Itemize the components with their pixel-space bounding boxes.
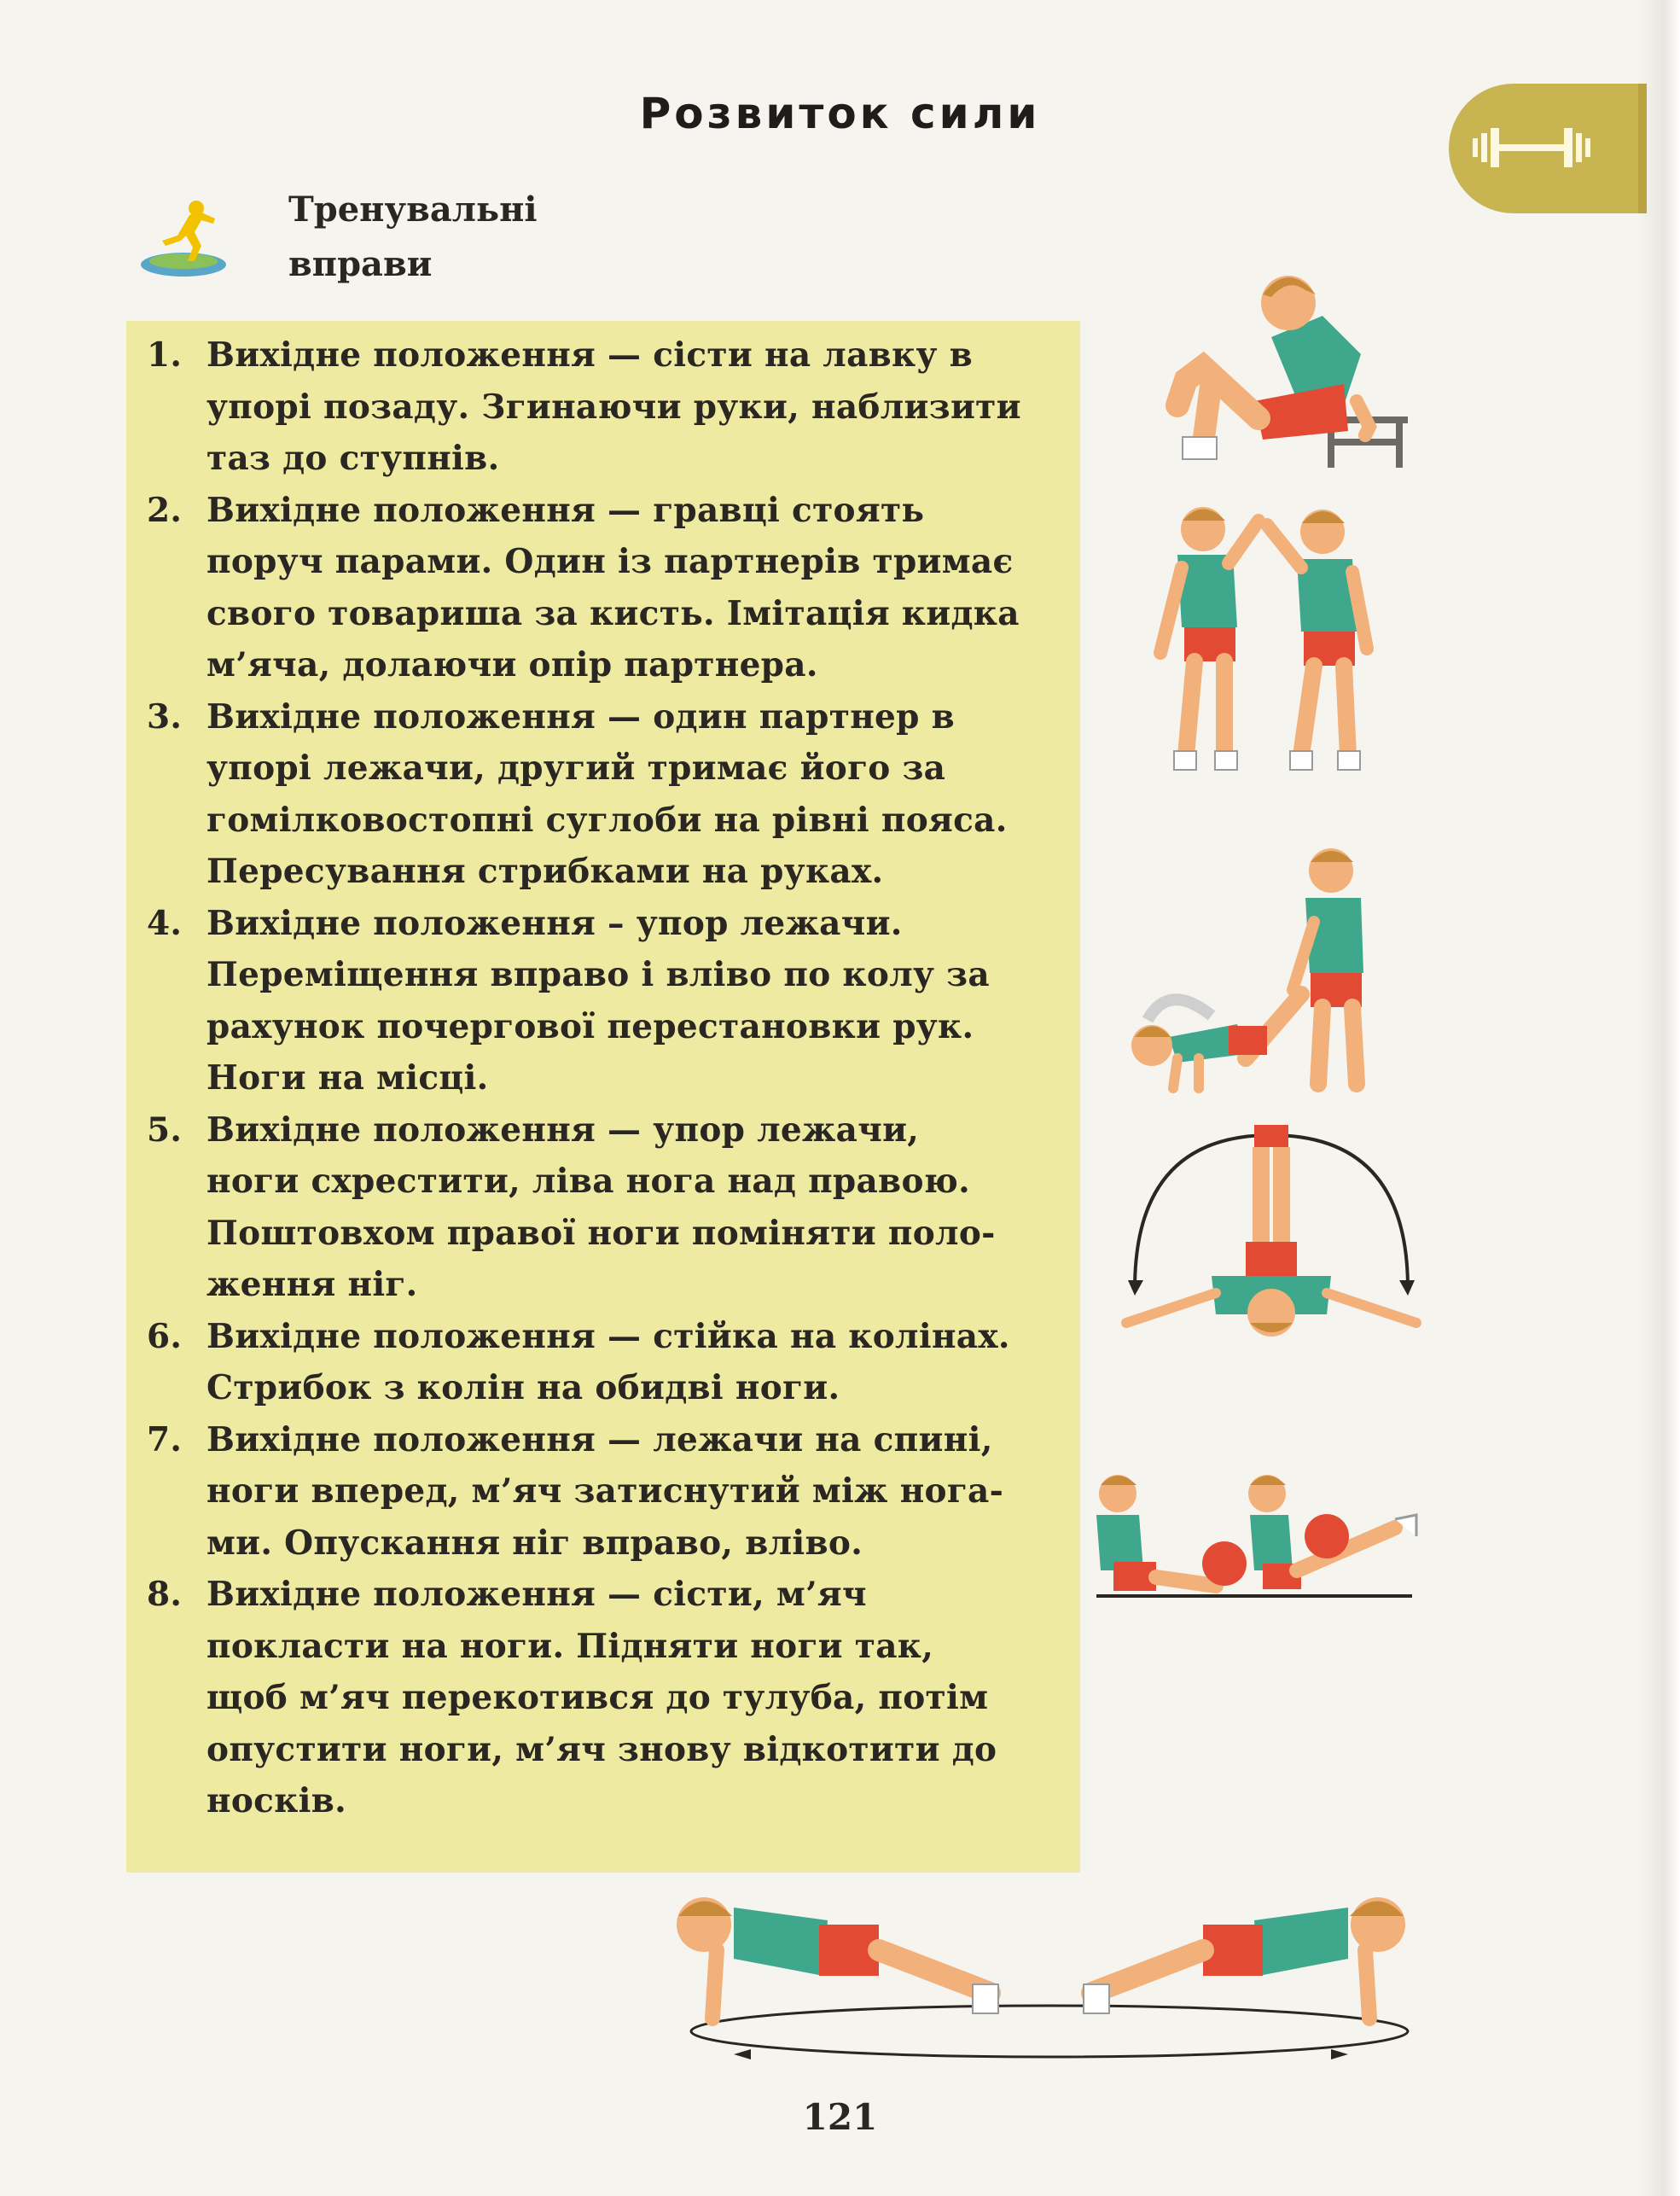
exercise-line: носків. [206,1781,347,1820]
illustration-bench-dips [1152,256,1425,486]
exercise-line: ноги вперед, м’яч затиснутий між нога- [206,1471,1004,1511]
barbell-icon [1468,118,1596,178]
exercise-line: ноги схрестити, ліва нога над правою. [206,1162,970,1201]
exercise-line: Вихідне положення — упор лежачи, [206,1110,920,1150]
list-item [147,329,1073,485]
exercise-text [206,485,1073,691]
exercise-line: таз до ступнів. [206,439,500,478]
exercise-line: Вихідне положення — лежачи на спині, [206,1419,993,1459]
list-item [147,1414,1073,1570]
exercise-line: Вихідне положення — один партнер в [206,696,956,737]
exercise-text [206,1311,1073,1414]
list-item [147,898,1073,1104]
exercise-line: ми. Опускання ніг вправо, вліво. [206,1523,863,1563]
illustration-ball-exercise [1088,1468,1429,1605]
page-number: 121 [802,2096,878,2138]
subtitle-line: Тренувальні [288,189,538,230]
exercise-line: Переміщення вправо і вліво по колу за [206,955,990,994]
exercise-number: 3. [147,696,183,737]
list-item [147,1311,1073,1414]
page-edge [1639,0,1680,2196]
section-tab [1449,84,1647,213]
exercise-number: 6. [147,1316,183,1356]
exercise-list [147,329,1073,1827]
exercise-line: Вихідне положення – упор лежачи. [206,903,903,943]
exercise-number: 1. [147,335,183,375]
exercise-number: 7. [147,1419,183,1459]
exercise-line: опустити ноги, м’яч знову відкотити до [206,1729,997,1769]
exercise-line: упорі позаду. Згинаючи руки, наблизити [206,387,1021,427]
exercise-line: Вихідне положення — гравці стоять [206,490,925,530]
exercise-line: м’яча, долаючи опір партнера. [206,645,818,684]
exercise-line: гомілковостопні суглоби на рівні пояса. [206,800,1008,840]
exercise-text [206,329,1073,485]
exercise-line: Стрибок з колін на обидві ноги. [206,1368,840,1407]
exercise-line: ження ніг. [206,1265,418,1304]
exercise-line: Вихідне положення — сісти, м’яч [206,1575,867,1614]
list-item [147,691,1073,898]
exercise-line: Пересування стрибками на руках. [206,852,884,891]
illustration-wheelbarrow [1118,845,1408,1101]
exercise-text [206,1104,1073,1311]
exercise-text [206,1414,1073,1570]
exercise-line: Вихідне положення — стійка на колінах. [206,1316,1010,1356]
subtitle-line: вправи [288,244,433,284]
exercise-line: рахунок почергової перестановки рук. [206,1006,974,1046]
exercise-text [206,898,1073,1104]
list-item [147,1569,1073,1827]
illustration-leg-raise-arc [1109,1118,1433,1340]
exercise-line: щоб м’яч перекотився до тулуба, потім [206,1678,989,1717]
page-title: Розвиток сили [639,89,1041,138]
exercise-line: покласти на ноги. Підняти ноги так, [206,1626,934,1666]
list-item [147,1104,1073,1311]
exercise-number: 8. [147,1575,183,1614]
list-item [147,485,1073,691]
exercise-line: Поштовхом правої ноги поміняти поло- [206,1213,996,1253]
illustration-pushup-rotation [666,1882,1416,2070]
exercise-line: упорі лежачи, другий тримає його за [206,749,946,788]
exercise-text [206,1569,1073,1827]
illustration-partner-resistance [1143,499,1399,789]
exercise-line: Ноги на місці. [206,1058,489,1098]
runner-icon [137,198,230,283]
exercise-text [206,691,1073,898]
exercise-line: поруч парами. Один із партнерів тримає [206,542,1014,581]
exercise-number: 4. [147,903,183,943]
exercise-number: 5. [147,1110,183,1150]
section-subtitle [288,183,538,292]
exercise-line: свого товариша за кисть. Імітація кидка [206,593,1020,633]
exercise-number: 2. [147,490,183,530]
exercise-line: Вихідне положення — сісти на лавку в [206,335,974,375]
